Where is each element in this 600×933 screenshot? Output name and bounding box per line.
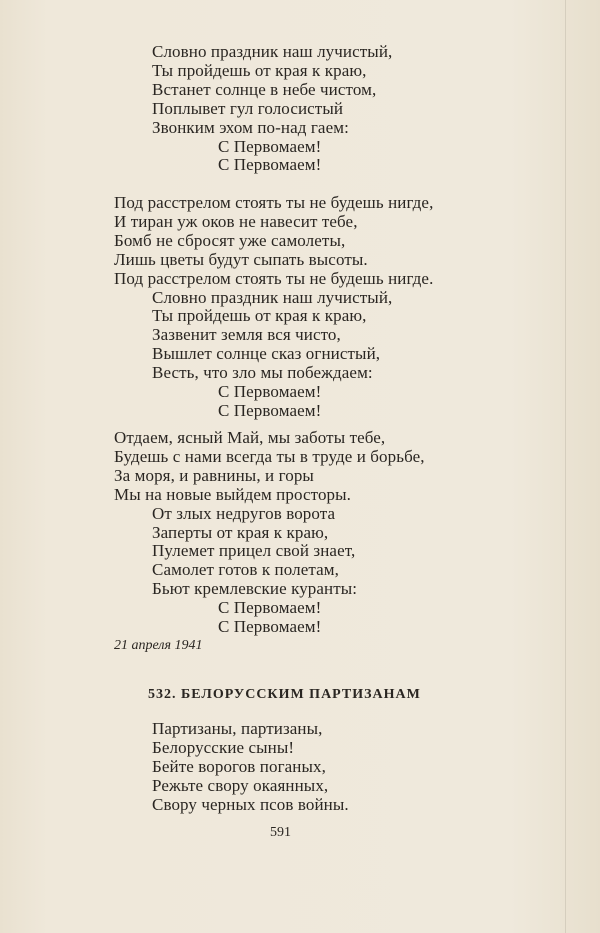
poem-line: С Первомаем! xyxy=(218,155,322,175)
poem-line: С Первомаем! xyxy=(218,136,322,156)
poem-line: Бейте ворогов поганых, xyxy=(152,756,326,776)
poem-line: Заперты от края к краю, xyxy=(152,522,329,542)
poem-line: С Первомаем! xyxy=(218,598,322,618)
poem-line: Словно праздник наш лучистый, xyxy=(152,42,393,61)
poem-line: Весть, что зло мы побеждаем: xyxy=(152,363,373,383)
poem-line: Мы на новые выйдем просторы. xyxy=(114,484,352,504)
poem-line: Белорусские сыны! xyxy=(152,737,295,757)
poem-line: Вышлет солнце сказ огнистый, xyxy=(152,344,381,364)
poem-line: Режьте свору окаянных, xyxy=(152,775,329,795)
poem-line: Ты пройдешь от края к краю, xyxy=(152,306,367,326)
poem-line: Бомб не сбросят уже самолеты, xyxy=(114,230,346,250)
poem-line: Свору черных псов войны. xyxy=(152,794,349,814)
poem-line: Поплывет гул голосистый xyxy=(152,98,344,118)
poem-line: За моря, и равнины, и горы xyxy=(114,465,314,485)
poem-line: И тиран уж оков не навесит тебе, xyxy=(114,211,358,231)
poem-line: Звонким эхом по-над гаем: xyxy=(152,117,349,137)
poem-line: Под расстрелом стоять ты не будешь нигде. xyxy=(114,268,434,288)
poem-line: Бьют кремлевские куранты: xyxy=(152,579,358,599)
poem-line: Отдаем, ясный Май, мы заботы тебе, xyxy=(114,428,386,447)
poem-line: Самолет готов к полетам, xyxy=(152,560,339,580)
poem-line: С Первомаем! xyxy=(218,382,322,401)
poem-line: Пулемет прицел свой знает, xyxy=(152,541,356,561)
poem-line: Встанет солнце в небе чистом, xyxy=(152,79,377,99)
poem-line: Ты пройдешь от края к краю, xyxy=(152,60,367,80)
poem-line: Партизаны, партизаны, xyxy=(152,719,323,738)
page-number: 591 xyxy=(270,825,291,840)
poem-line: Под расстрелом стоять ты не будешь нигде, xyxy=(114,193,434,212)
poem-line: От злых недругов ворота xyxy=(152,503,336,523)
poem-line: Лишь цветы будут сыпать высоты. xyxy=(114,249,368,269)
poem-line: С Первомаем! xyxy=(218,617,322,636)
poem-date: 21 апреля 1941 xyxy=(114,638,203,653)
poem-line: Зазвенит земля вся чисто, xyxy=(152,325,341,345)
poem-line: Будешь с нами всегда ты в труде и борьбе, xyxy=(114,446,425,466)
poem-heading: 532. БЕЛОРУССКИМ ПАРТИЗАНАМ xyxy=(148,687,421,702)
poem-line: С Первомаем! xyxy=(218,400,322,420)
poem-line: Словно праздник наш лучистый, xyxy=(152,287,393,307)
page-gutter-shadow xyxy=(565,0,566,933)
